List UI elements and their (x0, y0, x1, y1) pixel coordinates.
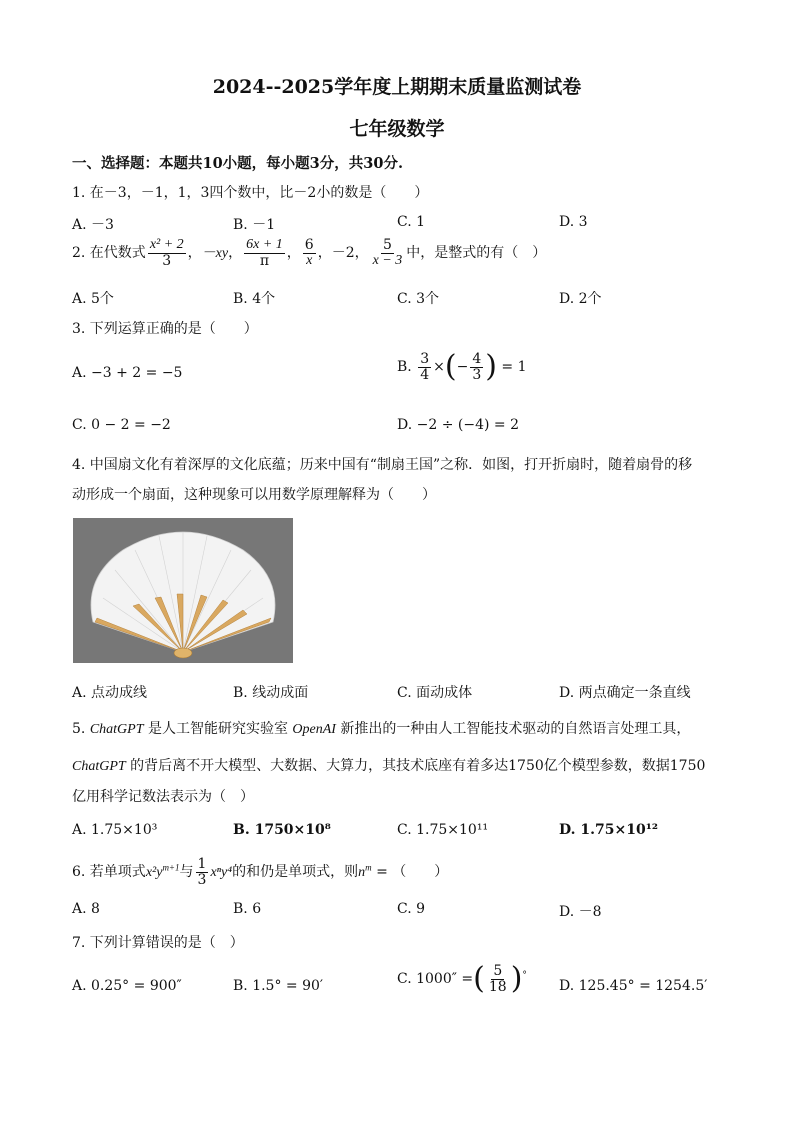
q5-stem-line2 (72, 755, 705, 775)
q6-exponent-m: m (365, 862, 372, 873)
q6-f-denominator: 3 (197, 871, 207, 888)
page-subtitle: 七年级数学 (349, 118, 445, 140)
q2-sep4: ，－2， (317, 245, 369, 262)
q3-option-c: C. 0 − 2 = −2 (72, 417, 171, 433)
q6-monomial-2: xⁿy⁴ (210, 865, 233, 881)
page-title: 2024--2025学年度上期期末质量监测试卷 (212, 76, 582, 98)
q1-stem: 1. 在－3，－1，1，3四个数中，比－2小的数是（ ） (72, 185, 429, 201)
q5-number: 5. (72, 721, 86, 737)
q2-sep2: ， (228, 245, 243, 262)
q5-option-d: D. 1.75×10¹² (559, 822, 658, 838)
q5-option-b: B. 1750×10⁸ (233, 822, 331, 838)
q6-monomial-1: x²y (145, 865, 163, 881)
q6-fraction (196, 857, 209, 887)
q6-option-c: C. 9 (397, 901, 426, 917)
q7-c-lparen: ( (473, 961, 485, 997)
q2-f4-numerator: 5 (383, 237, 392, 253)
q6-text-1: 6. 若单项式 (72, 864, 146, 881)
q2-option-d: D. 2个 (559, 291, 602, 307)
q2-option-a: A. 5个 (72, 291, 114, 307)
q3-b-times: × (433, 359, 445, 376)
q5-chatgpt-1: ChatGPT (89, 722, 144, 737)
q2-stem (72, 238, 546, 268)
q2-fraction-2 (244, 238, 285, 268)
q6-text-4: = （ ） (371, 864, 449, 881)
q6-base-n: n (358, 865, 366, 881)
q6-option-d: D. －8 (559, 904, 602, 920)
q2-f1-numerator: x² + 2 (149, 237, 184, 252)
q2-option-b: B. 4个 (233, 291, 276, 307)
q5-text-3: 的背后离不开大模型、大数据、大算力，其技术底座有着多达1750亿个模型参数，数据1750 (125, 758, 706, 774)
q7-option-a: A. 0.25° = 900″ (72, 978, 182, 994)
q2-term2: －xy (201, 246, 229, 262)
q4-option-d: D. 两点确定一条直线 (559, 685, 691, 701)
q3-b-f2-numerator: 4 (472, 351, 482, 367)
q5-openai: OpenAI (292, 722, 336, 737)
q7-c-degree: ° (522, 970, 527, 981)
q2-suffix: 中，是整式的有（ ） (406, 245, 547, 262)
q3-option-a: A. −3 + 2 = −5 (72, 365, 183, 381)
q3-b-rparen: ) (485, 349, 497, 385)
q2-sep1: ， (187, 245, 202, 262)
folding-fan-figure (73, 518, 293, 663)
q4-option-a: A. 点动成线 (72, 685, 148, 701)
q2-f3-numerator: 6 (304, 237, 314, 253)
q1-option-c: C. 1 (397, 214, 426, 230)
q5-text-1: 是人工智能研究实验室 (143, 721, 293, 737)
q5-option-c: C. 1.75×10¹¹ (397, 822, 489, 838)
q5-option-a: A. 1.75×10³ (72, 822, 158, 838)
q5-stem-line1 (72, 718, 690, 738)
q2-f4-denominator: x − 3 (372, 252, 403, 268)
q7-c-numerator: 5 (493, 963, 503, 979)
q5-chatgpt-2: ChatGPT (72, 759, 126, 774)
q2-fraction-1 (148, 238, 186, 268)
q6-option-b: B. 6 (233, 901, 262, 917)
q6-exponent-1: m+1 (162, 862, 180, 873)
q3-b-f1-numerator: 3 (420, 351, 430, 367)
q4-option-c: C. 面动成体 (397, 685, 473, 701)
q2-prefix: 2. 在代数式 (72, 245, 146, 262)
q7-c-label: C. 1000″ = (397, 971, 474, 988)
q2-f2-numerator: 6x + 1 (246, 237, 283, 252)
q6-stem (72, 857, 448, 887)
q3-option-b: B. $\frac{3}{4}$ ×(− $\frac{4}{3}$ ) = 1 (397, 349, 527, 385)
q7-c-rparen: ) (510, 961, 523, 997)
q7-c-denominator: 18 (488, 978, 507, 995)
q3-b-fraction-2 (470, 352, 483, 382)
q7-option-d: D. 125.45° = 1254.5′ (559, 978, 708, 994)
q7-stem: 7. 下列计算错误的是（ ） (72, 935, 244, 951)
q2-fraction-4 (371, 238, 405, 268)
q3-b-lparen: ( (444, 349, 457, 385)
q1-option-b: B. －1 (233, 217, 276, 233)
q3-b-f2-denominator: 3 (472, 366, 482, 383)
q7-option-c (397, 961, 527, 997)
q2-f2-denominator: π (259, 252, 270, 269)
q3-b-equals: = 1 (501, 359, 527, 376)
q7-option-b: B. 1.5° = 90′ (233, 978, 324, 994)
q4-stem-line2: 动形成一个扇面，这种现象可以用数学原理解释为（ ） (72, 487, 436, 503)
q6-f-numerator: 1 (197, 856, 207, 872)
q6-text-3: 的和仍是单项式，则 (232, 864, 359, 881)
q2-sep3: ， (286, 245, 301, 262)
q6-option-a: A. 8 (72, 901, 100, 917)
q2-fraction-3 (303, 238, 316, 268)
q3-b-label: B. (397, 359, 412, 376)
q2-f3-denominator: x (306, 252, 313, 268)
q3-option-d: D. −2 ÷ (−4) = 2 (397, 417, 519, 433)
section-heading: 一、选择题：本题共10小题，每小题3分，共30分. (72, 155, 403, 172)
q3-stem: 3. 下列运算正确的是（ ） (72, 321, 258, 337)
q3-b-fraction-1 (418, 352, 431, 382)
q4-stem-line1: 4. 中国扇文化有着深厚的文化底蕴；历来中国有“制扇王国”之称．如图，打开折扇时，随着扇骨的移 (72, 457, 693, 473)
q7-c-fraction (487, 964, 509, 994)
q4-option-b: B. 线动成面 (233, 685, 309, 701)
q2-option-c: C. 3个 (397, 291, 440, 307)
q2-f1-denominator: 3 (162, 252, 172, 269)
q5-stem-line3: 亿用科学记数法表示为（ ） (72, 789, 254, 805)
q1-option-a: A. －3 (72, 217, 114, 233)
q6-text-2: 与 (179, 864, 194, 881)
fan-pivot (174, 648, 192, 658)
q3-b-f1-denominator: 4 (420, 366, 430, 383)
q1-option-d: D. 3 (559, 214, 588, 230)
q5-text-2: 新推出的一种由人工智能技术驱动的自然语言处理工具， (335, 721, 691, 737)
